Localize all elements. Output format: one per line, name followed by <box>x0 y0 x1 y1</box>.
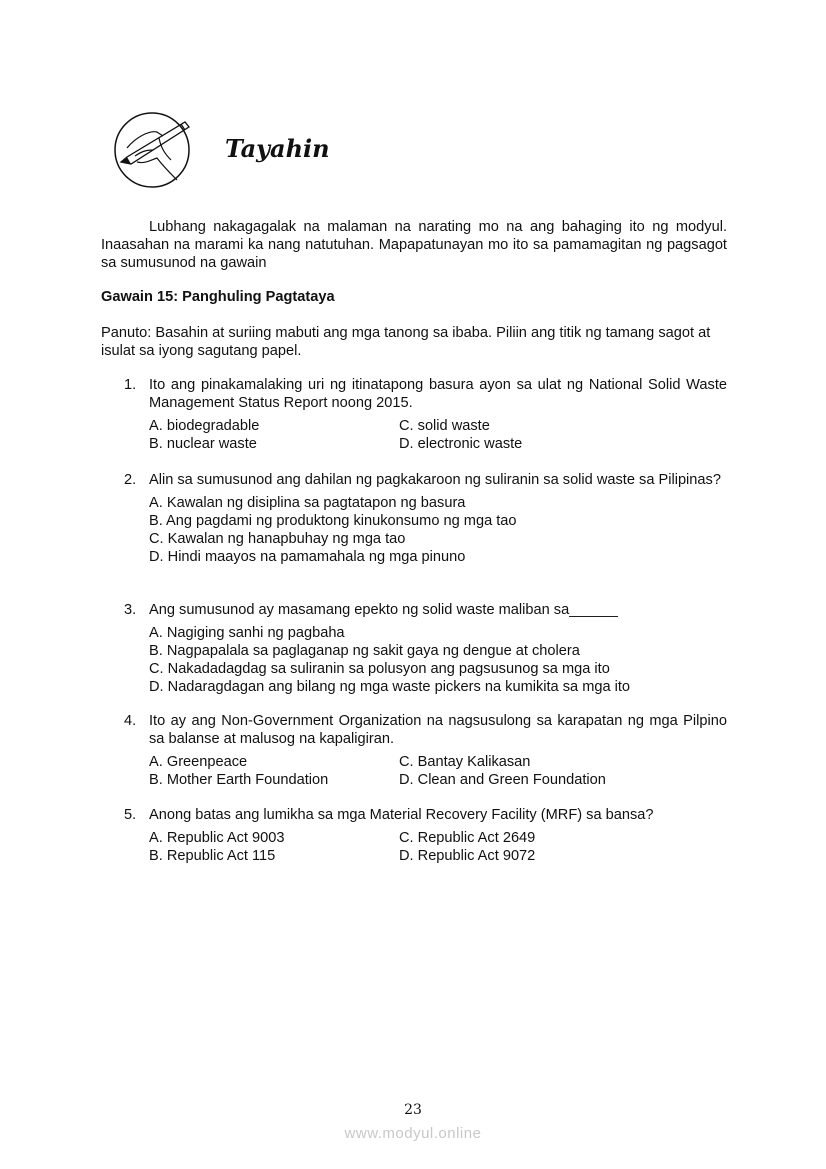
option-c: C. Republic Act 2649 <box>399 830 536 846</box>
question-2 <box>124 471 727 566</box>
option-d: D. Clean and Green Foundation <box>399 772 606 788</box>
question-stem: Anong batas ang lumikha sa mga Material Recovery Facility (MRF) sa bansa? <box>149 807 654 823</box>
option-b: B. Republic Act 115 <box>149 848 276 864</box>
option-d: D. electronic waste <box>399 436 523 452</box>
watermark: www.modyul.online <box>344 1125 482 1142</box>
question-stem: Ito ay ang Non-Government Organization na nagsusulong sa karapatan ng mga Pilpino sa balanse at malusog na kapaligiran. <box>149 713 727 747</box>
option-b: B. Mother Earth Foundation <box>149 772 329 788</box>
intro-text: Lubhang nakagagalak na malaman na narating mo na ang bahaging ito ng modyul. Inaasahan na marami ka nang natutuhan. Mapapatunayan mo ito sa pamamagitan ng pagsagot sa sumusunod na gawain <box>101 219 727 271</box>
question-number: 4. <box>124 713 137 729</box>
instruction-text: Panuto: Basahin at suriing mabuti ang mga tanong sa ibaba. Piliin ang titik ng tamang sagot at isulat sa iyong sagutang papel. <box>101 325 711 359</box>
hand-writing-pencil-icon <box>113 108 193 192</box>
question-number: 3. <box>124 602 137 618</box>
question-number: 5. <box>124 807 137 823</box>
question-5 <box>124 806 727 865</box>
option-a: A. biodegradable <box>149 418 260 434</box>
question-number: 1. <box>124 377 137 393</box>
question-stem: Ito ang pinakamalaking uri ng itinatapong basura ayon sa ulat ng National Solid Waste Management Status Report noong 2015. <box>149 377 727 411</box>
options <box>149 624 727 696</box>
intro-paragraph <box>101 218 727 272</box>
option-c: C. Kawalan ng hanapbuhay ng mga tao <box>149 531 406 547</box>
option-c: C. Bantay Kalikasan <box>399 754 531 770</box>
option-a: A. Republic Act 9003 <box>149 830 285 846</box>
question-3 <box>124 601 727 696</box>
option-b: B. nuclear waste <box>149 436 257 452</box>
options <box>149 753 727 789</box>
option-b: B. Nagpapalala sa paglaganap ng sakit gaya ng dengue at cholera <box>149 643 580 659</box>
option-a: A. Greenpeace <box>149 754 248 770</box>
option-c: C. Nakadadagdag sa suliranin sa polusyon ang pagsusunog sa mga ito <box>149 661 610 677</box>
options <box>149 829 727 865</box>
section-title: Tayahin <box>225 134 330 163</box>
options <box>149 417 727 453</box>
question-stem: Ang sumusunod ay masamang epekto ng solid waste maliban sa______ <box>149 602 618 618</box>
question-1 <box>124 376 727 453</box>
option-d: D. Nadaragdagan ang bilang ng mga waste pickers na kumikita sa mga ito <box>149 679 631 695</box>
option-d: D. Hindi maayos na pamamahala ng mga pinuno <box>149 549 466 565</box>
option-b: B. Ang pagdami ng produktong kinukonsumo ng mga tao <box>149 513 517 529</box>
question-stem: Alin sa sumusunod ang dahilan ng pagkakaroon ng suliranin sa solid waste sa Pilipinas? <box>149 472 721 488</box>
option-c: C. solid waste <box>399 418 490 434</box>
question-4 <box>124 712 727 789</box>
option-a: A. Nagiging sanhi ng pagbaha <box>149 625 345 641</box>
page-number: 23 <box>404 1102 422 1118</box>
option-a: A. Kawalan ng disiplina sa pagtatapon ng basura <box>149 495 466 511</box>
activity-heading: Gawain 15: Panghuling Pagtataya <box>101 289 335 305</box>
option-d: D. Republic Act 9072 <box>399 848 536 864</box>
question-number: 2. <box>124 472 137 488</box>
options <box>149 494 727 566</box>
